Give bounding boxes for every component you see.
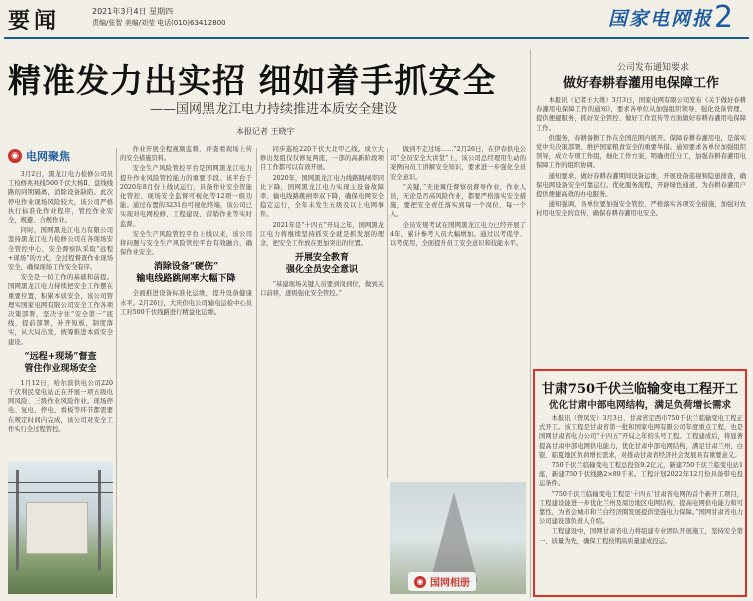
paragraph: 本报讯（记者王大维）3月3日，国家电网有限公司发布《关于做好春耕春灌用电保障工作的通知》，要求各单位从加强组织领导、强化设备管理、提供便捷服务、抓好安全管控、做好工作宣传等方面做好春耕春灌用电保障工作。 (536, 97, 746, 132)
newspaper-logo: 国家电网报 (608, 8, 714, 30)
lead-headline: 精准发力出实招 细如着手抓安全 (8, 61, 497, 100)
right-article-headline: 做好春耕春灌用电保障工作 (562, 76, 719, 91)
boxed-article-body (539, 414, 743, 592)
paragraph: 工程建设中，国网甘肃省电力将组建专业团队开展施工，坚持安全第一、质量为先，确保工程按期高质量建成投运。 (539, 528, 743, 545)
photo-pole (98, 470, 101, 570)
photo-pole (16, 470, 19, 570)
lead-byline: 本报记者 王晓宇 (236, 127, 295, 136)
boxed-article-subtitle: 优化甘肃中部电网结构，满足负荷增长需求 (548, 400, 732, 411)
article-column-2 (120, 145, 252, 595)
photo-building (26, 502, 88, 554)
paragraph: 2020年，国网黑龙江电力线路跳闸率同比下降，国网黑龙江电力实现主设备故障率、输电线路跳闸率双下降，确保电网安全稳定运行，全年未发生五级及以上电网事件。 (260, 174, 384, 219)
paragraph: 通知要求，做好春耕春灌期间设备运维，开展设备巡视和隐患排查，确保电网设备安全可靠运行。优化服务流程，开辟绿色通道，为春耕春灌用户提供便捷高效的办电服务。 (536, 172, 746, 199)
paragraph: 作业开展全程视频监督，并查看现场上传的安全措施资料。 (120, 146, 252, 163)
paragraph: 同步巡检220千伏大北甲乙线。成立大修出发组仅仅修复两座，一部的高新阶段项目工作都可以有效开展。 (260, 146, 384, 172)
article-column-1 (8, 170, 113, 458)
right-article-kicker: 公司发布通知要求 (616, 63, 689, 73)
paragraph: 安全是一切工作的基础和前提。国网黑龙江电力持续把安全工作摆在重要位置，积累本质安全，该公司管理实国家电网有限公司安全工作各项决策部署，坚决守住“安全第一”底线，提前部署，补齐短板，制度落实，从大局出发，统筹推进本质安全建设。 (8, 274, 113, 346)
lead-subhead: ——国网黑龙江电力持续推进本质安全建设 (150, 102, 398, 117)
section-subheading: 开展安全教育 强化全员安全意识 (285, 253, 358, 276)
column-divider (256, 148, 257, 598)
header-rule (4, 37, 749, 39)
substation-photo (8, 462, 113, 594)
paragraph: 本报讯（曾凤安）3月3日，甘肃省定西市750千伏兰临输变电工程正式开工。该工程是甘肃省第一批和国家电网有限公司年度重点工程，也是国网甘肃省电力公司“十四五”开局之年的头号工程。工程建成后，将显著提高甘肃中部电网供电能力，优化甘肃中部电网结构，满足甘肃兰州、白银、临夏地区负荷增长需求，对推动甘肃省经济社会发展具有重要意义。 (539, 415, 743, 459)
paragraph: 750千伏兰临输变电工程总投资9.2亿元，新建750千伏兰临变电站1座，新建750千伏线路2×89千米。工程计划2022年12月份具备带电投运条件。 (539, 462, 743, 488)
photo-wire (8, 492, 113, 493)
page-header (0, 0, 753, 40)
paragraph: 同时，国网黑龙江电力有限公司坚持黑龙江电力检修公司在各现场安全管控中心，安全督察队采取“远程+现场”的方式，全过程督查作业现场安全，确保现场工作安全有序。 (8, 227, 113, 272)
column-divider (530, 50, 531, 598)
paragraph: “基建现场关键人员要到岗到位，做到关口前移，逐级强化安全管控。” (260, 281, 384, 298)
paragraph: 2021年是“十四五”开局之年，国网黑龙江电力将继续坚持抓安全就是抓发展的理念，把安全工作放在更加突出的位置。 (260, 221, 384, 248)
paragraph: 安全生产风险管控平台上线以来，该公司将问题与安全生产风险管控平台有效融合，确保作业安全。 (120, 230, 252, 257)
paragraph: 供服务，春耕备耕工作在全国范围内展开。保障春耕春灌用电，是落实党中央决策部署、维护国家粮食安全的重要举措。通知要求各单位加强组织领导，成立专项工作组，细化工作方案，明确责任分工，加强春耕春灌用电保障工作的组织协调。 (536, 134, 746, 170)
section-title: 要闻 (8, 8, 61, 34)
paragraph: 3月2日，黑龙江电力检修公司员工检修兆兆线500千伏大杨Ⅱ、盘线线路的同期隔离，消除设备缺陷。此次停电作业现场风险较大，该公司严格执行标准化作业程序，管控作业安全，规避、合规作业。 (8, 171, 113, 225)
paragraph: 1月12日，哈尔滨供电公司220千伏利民变电站正在开展一项五级电网风险、三级作业风险作业。现场停电、复电、停电、看板等环节都需要在规定时间内完成，该公司对安全工作实行全过程管控。 (8, 379, 113, 433)
paragraph: “750千伏兰临输变电工程是‘十四五’甘肃省电网的首个新开工项目，工程建设能进一步优化兰州及周边地区电网结构，提高电网供电能力和可靠性，为省会城市和兰白经济圈发展提供坚强电力保障。”国网甘肃省电力公司建设部负责人介绍。 (539, 490, 743, 526)
article-column-4 (390, 145, 526, 478)
boxed-article-title: 甘肃750千伏兰临输变电工程开工 (541, 382, 739, 397)
right-article-body (536, 96, 746, 364)
page-number: 2 (714, 0, 734, 35)
column-divider (387, 148, 388, 478)
paragraph: 安全生产风险管控平台是国网黑龙江电力提升作业风险管控能力的重要手段。该平台于2020年8月份上线试运行，具备作业安全智能化管控、现场安全监督可视化等12项一级功能。通过布置的3231台可视化终端，该公司已实现对电网检修、工程建设、营销作业等实时监督。 (120, 165, 252, 228)
focus-label (8, 148, 70, 164)
grid-focus-icon: ◉ (8, 149, 22, 163)
section-subheading: “远程+现场”督查 管住作业现场安全 (24, 351, 97, 374)
gallery-label-text: 国网相册 (430, 578, 470, 589)
column-divider (116, 148, 117, 598)
editor-line: 责编/张智 美编/刘莹 电话(010)63412800 (92, 19, 226, 27)
article-column-3 (260, 145, 384, 595)
gallery-label (408, 572, 476, 591)
photo-tower (430, 492, 478, 582)
section-subheading: 消除设备“硬伤” 输电线路跳闸率大幅下降 (136, 262, 236, 285)
paragraph: “关键，”无论寓任督察员督导作业，作业人员，无论是否高风险作业，都要严格落实安全措施，要把安全责任落实到每一个岗位、每一个人。 (390, 183, 526, 219)
paragraph: 全员安规考试在国网黑龙江电力已经开展了4年，累计参考人员大幅增加。通过以考促学、以考促用，全面提升员工安全意识和技能水平。 (390, 221, 526, 248)
camera-icon: ◉ (414, 576, 426, 588)
date-line: 2021年3月4日 星期四 (92, 7, 174, 16)
paragraph: 全面推进设备标准化运维，提升设备健康水平。2月26日，大庆供电公司输电运检中心员工对500千伏线路进行精益化运维。 (120, 290, 252, 316)
focus-label-text: 电网聚焦 (26, 150, 70, 163)
photo-wire (8, 482, 113, 483)
paragraph: 做到不走过场……”2月26日，在伊春供电公司“全员安全大讲堂”上，该公司总经理用生动的案例向员工讲解安全知识，要求进一步强化全员安全意识。 (390, 146, 526, 181)
paragraph: 通知强调，各单位要加强安全管控，严格落实各项安全措施，加强对农村用电安全的宣传，确保春耕春灌用电安全。 (536, 201, 746, 218)
